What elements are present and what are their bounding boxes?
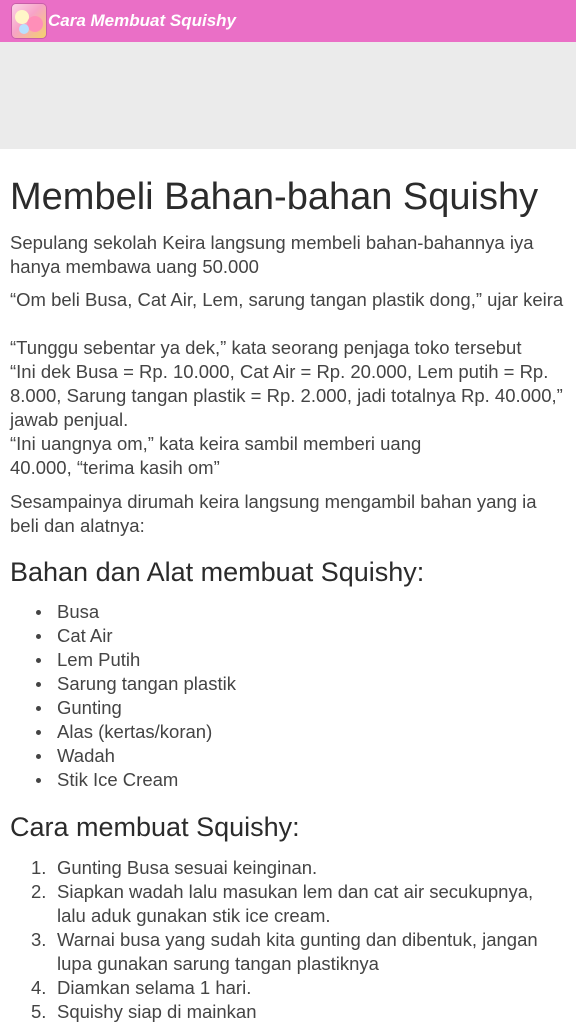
dialog-line-2: “Tunggu sebentar ya dek,” kata seorang penjaga toko tersebut	[10, 337, 522, 358]
dialog-line-3: “Ini dek Busa = Rp. 10.000, Cat Air = Rp. 20.000, Lem putih = Rp. 8.000, Sarung tangan plastik = Rp. 2.000, jadi totalnya Rp. 40.000,” jawab penjual.	[10, 361, 563, 430]
step-text: Squishy siap di mainkan	[57, 1001, 257, 1022]
step-number: 5.	[31, 1001, 47, 1022]
ad-banner-area[interactable]	[0, 42, 576, 149]
materials-heading: Bahan dan Alat membuat Squishy:	[10, 557, 425, 587]
list-item: Sarung tangan plastik	[0, 672, 566, 696]
steps-heading: Cara membuat Squishy:	[10, 812, 300, 842]
materials-list	[0, 600, 566, 792]
step-item	[0, 880, 566, 928]
step-text: Siapkan wadah lalu masukan lem dan cat air secukupnya, lalu aduk gunakan stik ice cream.	[57, 881, 534, 926]
list-item: Alas (kertas/koran)	[0, 720, 566, 744]
intro-paragraph: Sepulang sekolah Keira langsung membeli bahan-bahannya iya hanya membawa uang 50.000	[10, 232, 534, 277]
steps-list	[0, 856, 566, 1024]
step-number: 4.	[31, 977, 47, 998]
step-number: 2.	[31, 881, 47, 902]
dialog-line-5: 40.000, “terima kasih om”	[10, 457, 220, 478]
list-item: Stik Ice Cream	[0, 768, 566, 792]
list-item: Busa	[0, 600, 566, 624]
step-number: 3.	[31, 929, 47, 950]
squishy-app-icon[interactable]	[12, 4, 46, 38]
dialog-line-1: “Om beli Busa, Cat Air, Lem, sarung tangan plastik dong,” ujar keira	[10, 289, 564, 310]
step-item	[0, 856, 566, 880]
list-item: Gunting	[0, 696, 566, 720]
list-item: Wadah	[0, 744, 566, 768]
home-paragraph: Sesampainya dirumah keira langsung mengambil bahan yang ia beli dan alatnya:	[10, 491, 537, 536]
list-item: Cat Air	[0, 624, 566, 648]
dialog-line-4: “Ini uangnya om,” kata keira sambil memberi uang	[10, 433, 422, 454]
step-text: Warnai busa yang sudah kita gunting dan dibentuk, jangan lupa gunakan sarung tangan plastiknya	[57, 929, 538, 974]
step-item	[0, 1000, 566, 1024]
step-item	[0, 928, 566, 976]
list-item: Lem Putih	[0, 648, 566, 672]
app-bar	[0, 0, 576, 42]
step-item	[0, 976, 566, 1000]
step-text: Gunting Busa sesuai keinginan.	[57, 857, 318, 878]
article-heading: Membeli Bahan-bahan Squishy	[10, 176, 539, 218]
app-title: Cara Membuat Squishy	[48, 11, 236, 30]
step-text: Diamkan selama 1 hari.	[57, 977, 252, 998]
step-number: 1.	[31, 857, 47, 878]
